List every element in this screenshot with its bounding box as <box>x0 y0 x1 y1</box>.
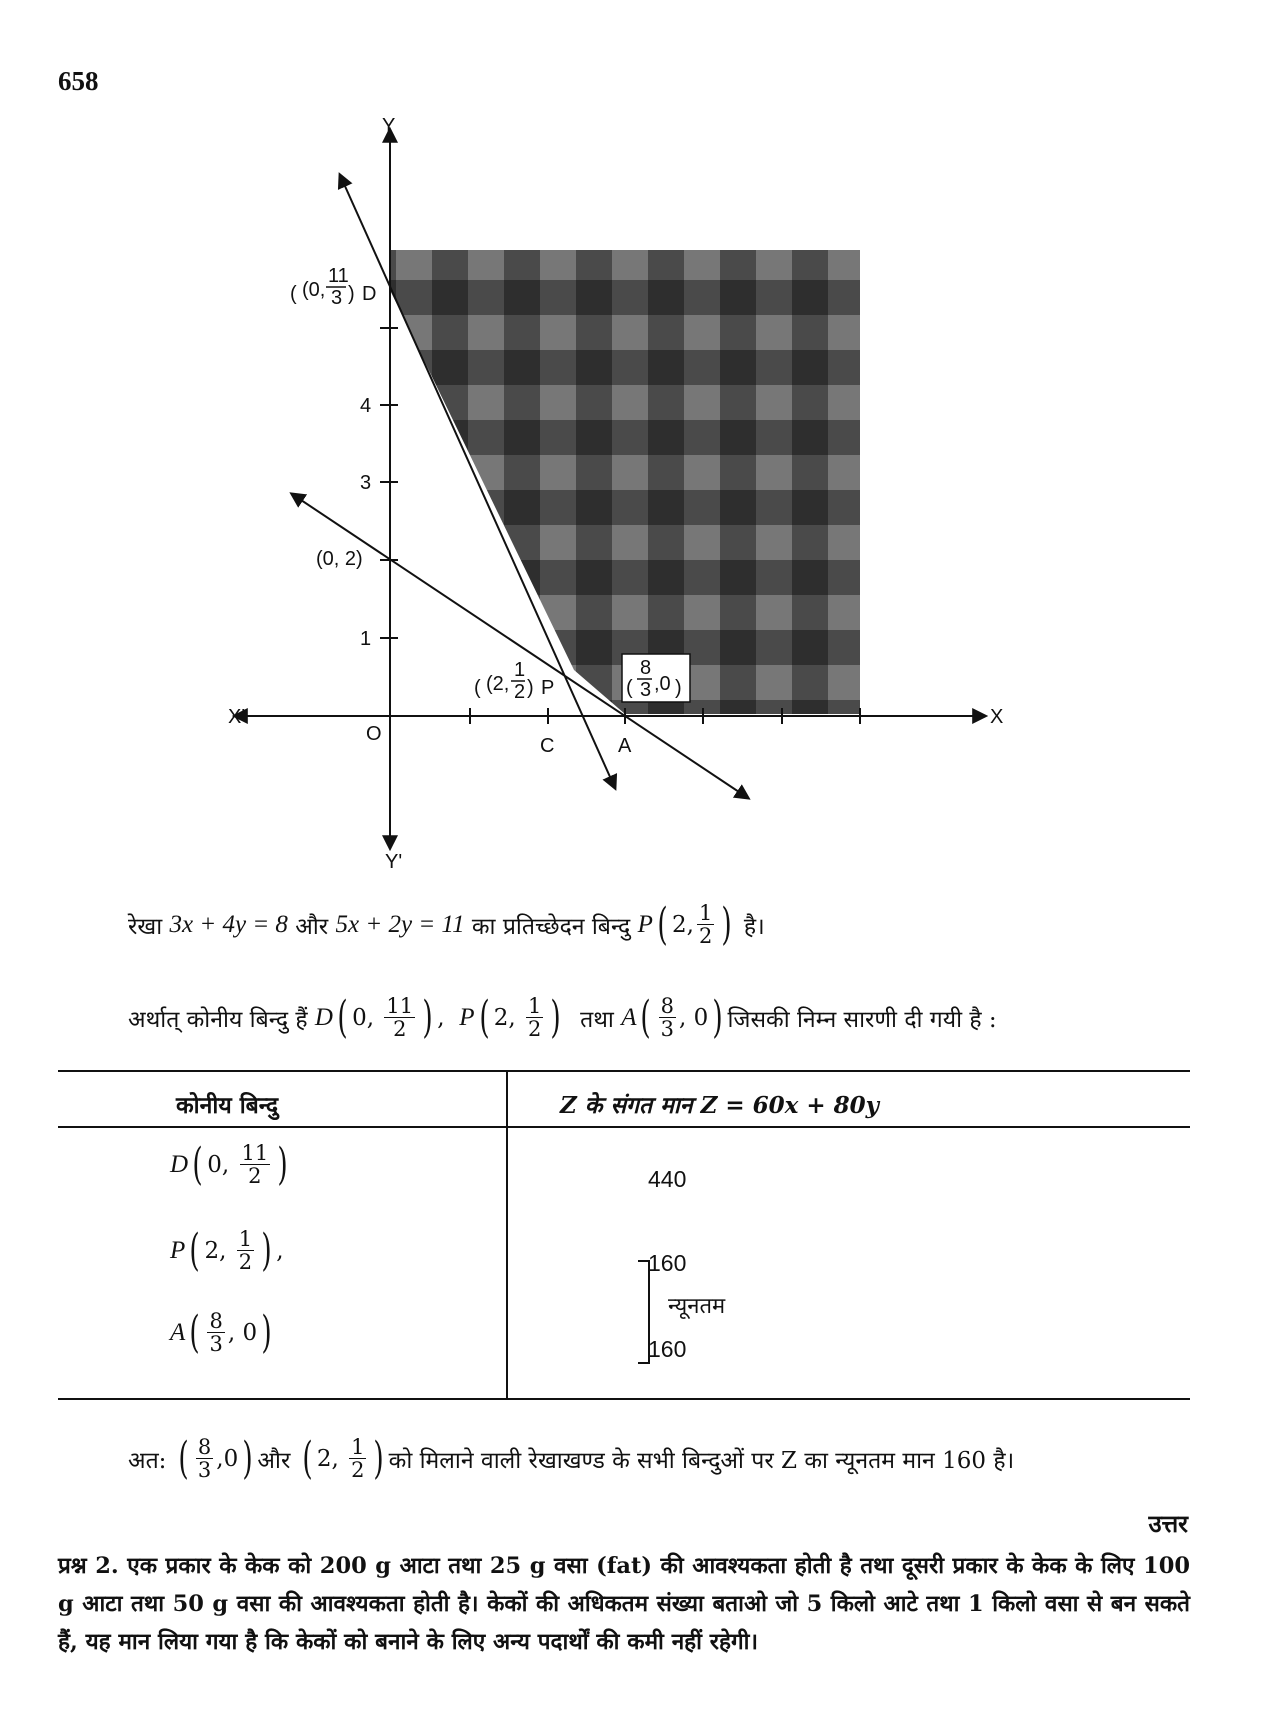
conclusion-statement: अत: ( $\frac{8}{3}$ ,0 ) और ( 2, $\frac{1}{2}$ ) को मिलाने वाली रेखाखण्ड के सभी बिन्दुओं पर Z का न्यूनतम मान 160 है। <box>128 1432 1015 1484</box>
table-row-d-value: 440 <box>648 1166 687 1192</box>
y-neg-axis-label: Y' <box>385 851 403 873</box>
d-open: (0, <box>302 279 326 301</box>
x-axis-label: X <box>990 706 1004 728</box>
table-row-d-point: D ( 0, $\frac{11}{2}$ ) <box>170 1138 288 1190</box>
c-point-name: C <box>540 735 555 757</box>
fraction: $\frac{1}{2}$ <box>698 901 713 949</box>
origin-label: O <box>366 723 382 745</box>
y-tick-3: 3 <box>360 472 372 494</box>
y-tick-4: 4 <box>360 395 372 417</box>
a-num: 8 <box>640 657 652 679</box>
x-neg-axis-label: X' <box>228 706 246 728</box>
answer-label: उत्तर <box>1148 1509 1188 1538</box>
table-row-p-point: P ( 2, $\frac{1}{2}$ ) , <box>170 1224 284 1276</box>
minimum-brace <box>638 1260 650 1364</box>
a-point-name: A <box>618 735 632 757</box>
svg-text:): ) <box>675 677 682 699</box>
table-header-values: Z के संगत मान Z = 60x + 80y <box>560 1092 880 1119</box>
d-point-name: D <box>362 283 377 305</box>
table-row-a-point: A ( $\frac{8}{3}$ , 0 ) <box>170 1306 272 1358</box>
d-open-paren: ( <box>290 283 297 305</box>
d-den: 3 <box>331 287 343 309</box>
question-2-text: प्रश्न 2. एक प्रकार के केक को 200 g आटा तथा 25 g वसा (fat) की आवश्यकता होती है तथा दूसरी प्रकार के केक के लिए 100 g आटा तथा 50 g वसा की आवश्यकता होती है। केकों की अधिकतम संख्या बताओ जो 5 किलो आटे तथा 1 किलो वसा से बन सकते हैं, यह मान लिया गया है कि केकों को बनाने के लिए अन्य पदार्थों की कमी नहीं रहेगी। <box>58 1553 1190 1655</box>
feasible-region <box>390 250 860 714</box>
table-row-p-value: 160 <box>648 1250 687 1276</box>
page-number: 658 <box>58 66 99 96</box>
equation-2: 5x + 2y = 11 <box>335 910 465 938</box>
a-tail: ,0 <box>654 673 671 695</box>
svg-text:(: ( <box>626 677 633 699</box>
intersection-statement: रेखा 3x + 4y = 8 और 5x + 2y = 11 का प्रतिच्छेदन बिन्दु P ( 2, $\frac{1}{2}$ ) है। <box>128 898 765 950</box>
y-tick-1: 1 <box>360 628 372 650</box>
a-den: 3 <box>640 679 652 701</box>
p-point-name: P <box>541 677 555 699</box>
svg-text:(: ( <box>474 677 481 699</box>
minimum-label: न्यूनतम <box>668 1294 726 1319</box>
corner-points-statement: अर्थात् कोनीय बिन्दु हैं D ( 0, $\frac{11}{2}$ ) , P ( 2, $\frac{1}{2}$ ) तथा A ( $\frac{8}{3}$ , 0 ) जिसकी निम्न सारणी दी गयी है : <box>128 991 997 1043</box>
point-0-2-label: (0, 2) <box>316 548 363 570</box>
y-axis-label: Y <box>382 115 396 137</box>
p-num: 1 <box>514 659 526 681</box>
svg-text:): ) <box>527 677 534 699</box>
equation-1: 3x + 4y = 8 <box>169 910 288 938</box>
p-den: 2 <box>514 681 526 703</box>
table-header-points: कोनीय बिन्दु <box>176 1092 279 1119</box>
table-row-a-value: 160 <box>648 1336 687 1362</box>
d-close-paren: ) <box>348 283 355 305</box>
d-num: 11 <box>328 265 349 287</box>
corner-points-table <box>58 1070 1190 1400</box>
p-open: (2, <box>486 673 510 695</box>
